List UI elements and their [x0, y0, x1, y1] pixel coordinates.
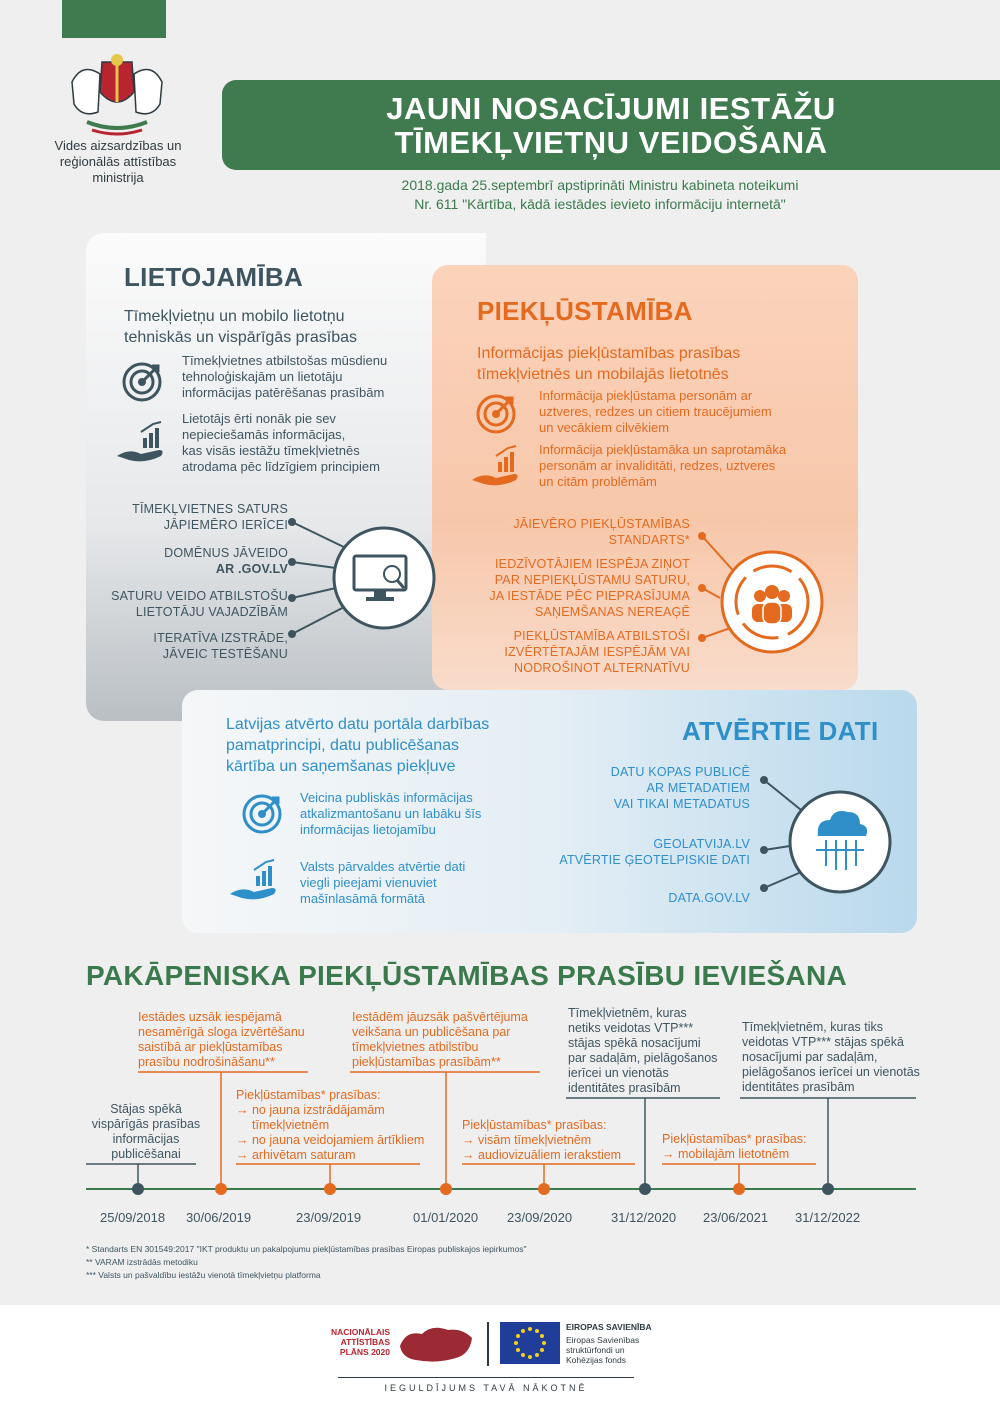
footnote-2: ** VARAM izstrādās metodiku — [86, 1257, 198, 1267]
eu-flag-logo — [500, 1322, 560, 1364]
atvertie-item-2: Valsts pārvaldes atvērtie dati viegli pieejami vienuviet mašīnlasāmā formātā — [300, 859, 466, 906]
timeline-date: 31/12/2020 — [611, 1210, 677, 1225]
target-icon — [240, 792, 284, 836]
timeline-date: 01/01/2020 — [413, 1210, 479, 1225]
title-bar — [222, 80, 1000, 170]
latvia-map-logo — [396, 1320, 476, 1366]
timeline-date: 30/06/2019 — [186, 1210, 252, 1225]
hand-growth-icon — [115, 420, 169, 464]
timeline-title: PAKĀPENISKA PIEKĻŪSTAMĪBAS PRASĪBU IEVIEŠANA — [86, 960, 847, 991]
timeline-event-7: Piekļūstamības* prasības: → mobilajām lietotnēm — [662, 1132, 807, 1161]
liet-label-3: SATURU VEIDO ATBILSTOŠU LIETOTĀJU VAJADZĪBĀM — [111, 589, 288, 619]
piekluustamiba-item-2: Informācija piekļūstamāka un saprotamāka personām ar invaliditāti, redzes, uztveres un citām problēmām — [539, 442, 787, 489]
lead-line: Tīmekļvietņu un mobilo lietotņu — [124, 308, 345, 325]
ministry-name — [38, 138, 198, 186]
timeline-event-5: Piekļūstamības* prasības: → visām tīmekļvietnēm → audiovizuāliem ierakstiem — [462, 1118, 622, 1162]
atv-label-2: GEOLATVIJA.LV ATVĒRTIE ĢEOTELPISKIE DATI — [559, 837, 750, 867]
piek-label-1: JĀIEVĒRO PIEKĻŪSTAMĪBAS STANDARTS* — [513, 517, 690, 547]
atvertie-lead: Latvijas atvērto datu portāla darbības pamatprincipi, datu publicēšanas kārtība un saņemšanas piekļuve — [226, 716, 490, 775]
timeline-event-6: Tīmekļvietnēm, kuras netiks veidotas VTP*** stājas spēkā nosacījumi par sadaļām, pielāgošanos ierīcei un vienotās identitātes prasībām — [568, 1006, 718, 1095]
subtitle-line-1: 2018.gada 25.septembrī apstiprināti Ministru kabineta noteikumi — [401, 177, 799, 193]
timeline-date: 23/06/2021 — [703, 1210, 769, 1225]
eu-title: EIROPAS SAVIENĪBA — [566, 1322, 652, 1332]
lietojamiba-connectors — [280, 500, 440, 660]
timeline-event-2: Iestādes uzsāk iespējamā nesamērīgā sloga izvērtēšanu saistībā ar piekļūstamības prasību nodrošināšanu** — [138, 1010, 305, 1069]
title-line-2: TĪMEKĻVIETŅU VEIDOŠANĀ — [394, 125, 828, 160]
ministry-line-3: ministrija — [92, 170, 144, 185]
timeline-event-3: Piekļūstamības* prasības: → no jauna izstrādājamām tīmekļvietnēm → no jauna veidojamiem ārtīkliem → arhivētam saturam — [236, 1088, 425, 1162]
lietojamiba-item-2: Lietotājs ērti nonāk pie sev nepieciešamās informācijas, kas visās iestāžu tīmekļvietnēs atrodama pēc līdzīgiem principiem — [182, 411, 380, 474]
hand-growth-icon — [228, 858, 282, 902]
target-icon — [120, 360, 164, 404]
liet-label-1: TĪMEKĻVIETNES SATURS JĀPIEMĒRO IERĪCEI — [132, 502, 288, 532]
timeline-date: 23/09/2019 — [296, 1210, 362, 1225]
ministry-line-2: reģionālās attīstības — [59, 154, 177, 169]
footnote-1: * Standarts EN 301549:2017 "IKT produktu un pakalpojumu piekļūstamības prasības Eiropas publiskajos iepirkumos" — [86, 1244, 527, 1254]
atvertie-item-1: Veicina publiskās informācijas atkalizmantošanu un labāku šīs informācijas lietojamību — [300, 790, 482, 837]
page-title — [222, 92, 1000, 160]
logo-divider — [487, 1322, 489, 1366]
page-subtitle — [300, 176, 900, 214]
subtitle-line-2: Nr. 611 "Kārtība, kādā iestādes ievieto informāciju internetā" — [414, 196, 786, 212]
ministry-line-1: Vides aizsardzības un — [54, 138, 182, 153]
slogan: IEGULDĪJUMS TAVĀ NĀKOTNĒ — [384, 1383, 588, 1393]
piekluustamiba-lead: Informācijas piekļūstamības prasības tīmekļvietnēs un mobilajās lietotnēs — [477, 345, 741, 383]
lietojamiba-lead — [124, 306, 424, 348]
slogan-rule — [338, 1377, 634, 1378]
timeline-event-4: Iestādēm jāuzsāk pašvērtējuma veikšana un publicēšana par tīmekļvietnes atbilstību piekļūstamības prasībām** — [352, 1010, 528, 1069]
title-line-1: JAUNI NOSACĪJUMI IESTĀŽU — [386, 91, 836, 126]
piekluustamiba-connectors — [690, 520, 840, 680]
atvertie-heading: ATVĒRTIE DATI — [682, 716, 879, 746]
atvertie-connectors — [756, 770, 906, 910]
timeline-event-1: Stājas spēkā vispārīgās prasības informācijas publicēšanai — [91, 1102, 201, 1161]
liet-label-2: DOMĒNUS JĀVEIDO AR .GOV.LV — [164, 546, 288, 576]
footnote-3: *** Valsts un pašvaldību iestāžu vienotā tīmekļvietņu platforma — [86, 1270, 321, 1280]
atv-label-3: DATA.GOV.LV — [668, 891, 750, 905]
hand-growth-icon — [470, 444, 524, 488]
piekluustamiba-heading: PIEKĻŪSTAMĪBA — [477, 296, 693, 326]
atv-label-1: DATU KOPAS PUBLICĒ AR METADATIEM VAI TIKAI METADATUS — [610, 765, 750, 811]
timeline-date: 23/09/2020 — [507, 1210, 573, 1225]
piek-label-3: PIEKĻŪSTAMĪBA ATBILSTOŠI IZVĒRTĒTAJĀM IESPĒJĀM VAI NODROŠINOT ALTERNATĪVU — [504, 629, 690, 675]
liet-label-4: ITERATĪVA IZSTRĀDE, JĀVEIC TESTĒŠANU — [153, 631, 288, 661]
lietojamiba-item-1: Tīmekļvietnes atbilstošas mūsdienu tehnoloģiskajām un lietotāju informācijas patērēšanas prasībām — [182, 353, 388, 400]
top-green-tab — [62, 0, 166, 38]
timeline-event-8: Tīmekļvietnēm, kuras tiks veidotas VTP*** stājas spēkā nosacījumi par sadaļām, pielāgošanos ierīcei un vienotās identitātes prasībām — [742, 1020, 920, 1094]
nap-logo-text: NACIONĀLAIS ATTĪSTĪBAS PLĀNS 2020 — [330, 1327, 390, 1357]
eu-subtitle: Eiropas Savienības struktūrfondi un Kohēzijas fonds — [566, 1335, 640, 1365]
lead-line: tehniskās un vispārīgās prasības — [124, 329, 358, 346]
piekluustamiba-item-1: Informācija piekļūstama personām ar uztveres, redzes un citiem traucējumiem un vecākiem cilvēkiem — [539, 388, 772, 435]
piek-label-2: IEDZĪVOTĀJIEM IESPĒJA ZIŅOT PAR NEPIEKĻŪSTAMU SATURU, JA IESTĀDE PĒC PIEPRASĪJUMA SAŅEMŠANAS NEREAĢĒ — [489, 557, 690, 619]
target-icon — [474, 392, 518, 436]
lietojamiba-heading: LIETOJAMĪBA — [124, 262, 304, 292]
coat-of-arms-logo — [62, 52, 172, 138]
timeline-date: 25/09/2018 — [100, 1210, 166, 1225]
timeline-date: 31/12/2022 — [795, 1210, 861, 1225]
